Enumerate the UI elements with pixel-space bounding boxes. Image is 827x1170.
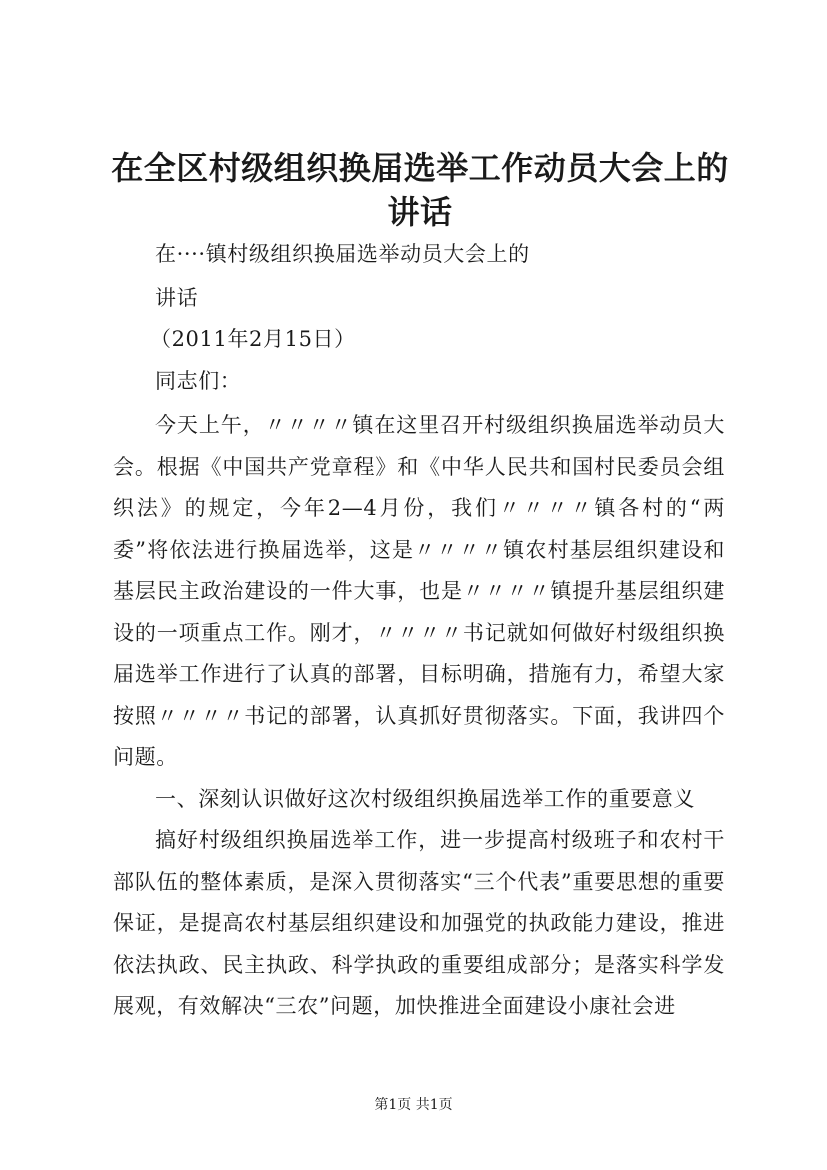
section-heading: 一、深刻认识做好这次村级组织换届选举工作的重要意义 <box>155 786 695 811</box>
body-paragraph: 今天上午，〃〃〃〃镇在这里召开村级组织换届选举动员大会。根据《中国共产党章程》和《中华人民共和国村民委员会组织法》的规定，今年2—4月份，我们〃〃〃〃镇各村的“两委”将依法进行换届选举，这是〃〃〃〃镇农村基层组织建设和基层民主政治建设的一件大事，也是〃〃〃〃镇提升基层组织建设的一项重点工作。刚才，〃〃〃〃书记就如何做好村级组织换届选举工作进行了认真的部署，目标明确，措施有力，希望大家按照〃〃〃〃书记的部署，认真抓好贯彻落实。下面，我讲四个问题。 <box>113 413 725 769</box>
salutation: 同志们： <box>155 369 242 393</box>
page-footer: 第1页 共1页 <box>374 1097 453 1113</box>
subtitle-line-2: 讲话 <box>155 286 199 310</box>
speech-date: （2011年2月15日） <box>150 327 356 351</box>
subtitle-line-1: 在····镇村级组织换届选举动员大会上的 <box>155 242 530 266</box>
document-title: 在全区村级组织换届选举工作动员大会上的讲话 <box>111 149 729 231</box>
body-text <box>113 405 725 1028</box>
section-paragraph: 搞好村级组织换届选举工作，进一步提高村级班子和农村干部队伍的整体素质，是深入贯彻落实“三个代表”重要思想的重要保证，是提高农村基层组织建设和加强党的执政能力建设，推进依法执政、民主执政、科学执政的重要组成部分；是落实科学发展观，有效解决“三农”问题，加快推进全面建设小康社会进 <box>113 828 725 1018</box>
